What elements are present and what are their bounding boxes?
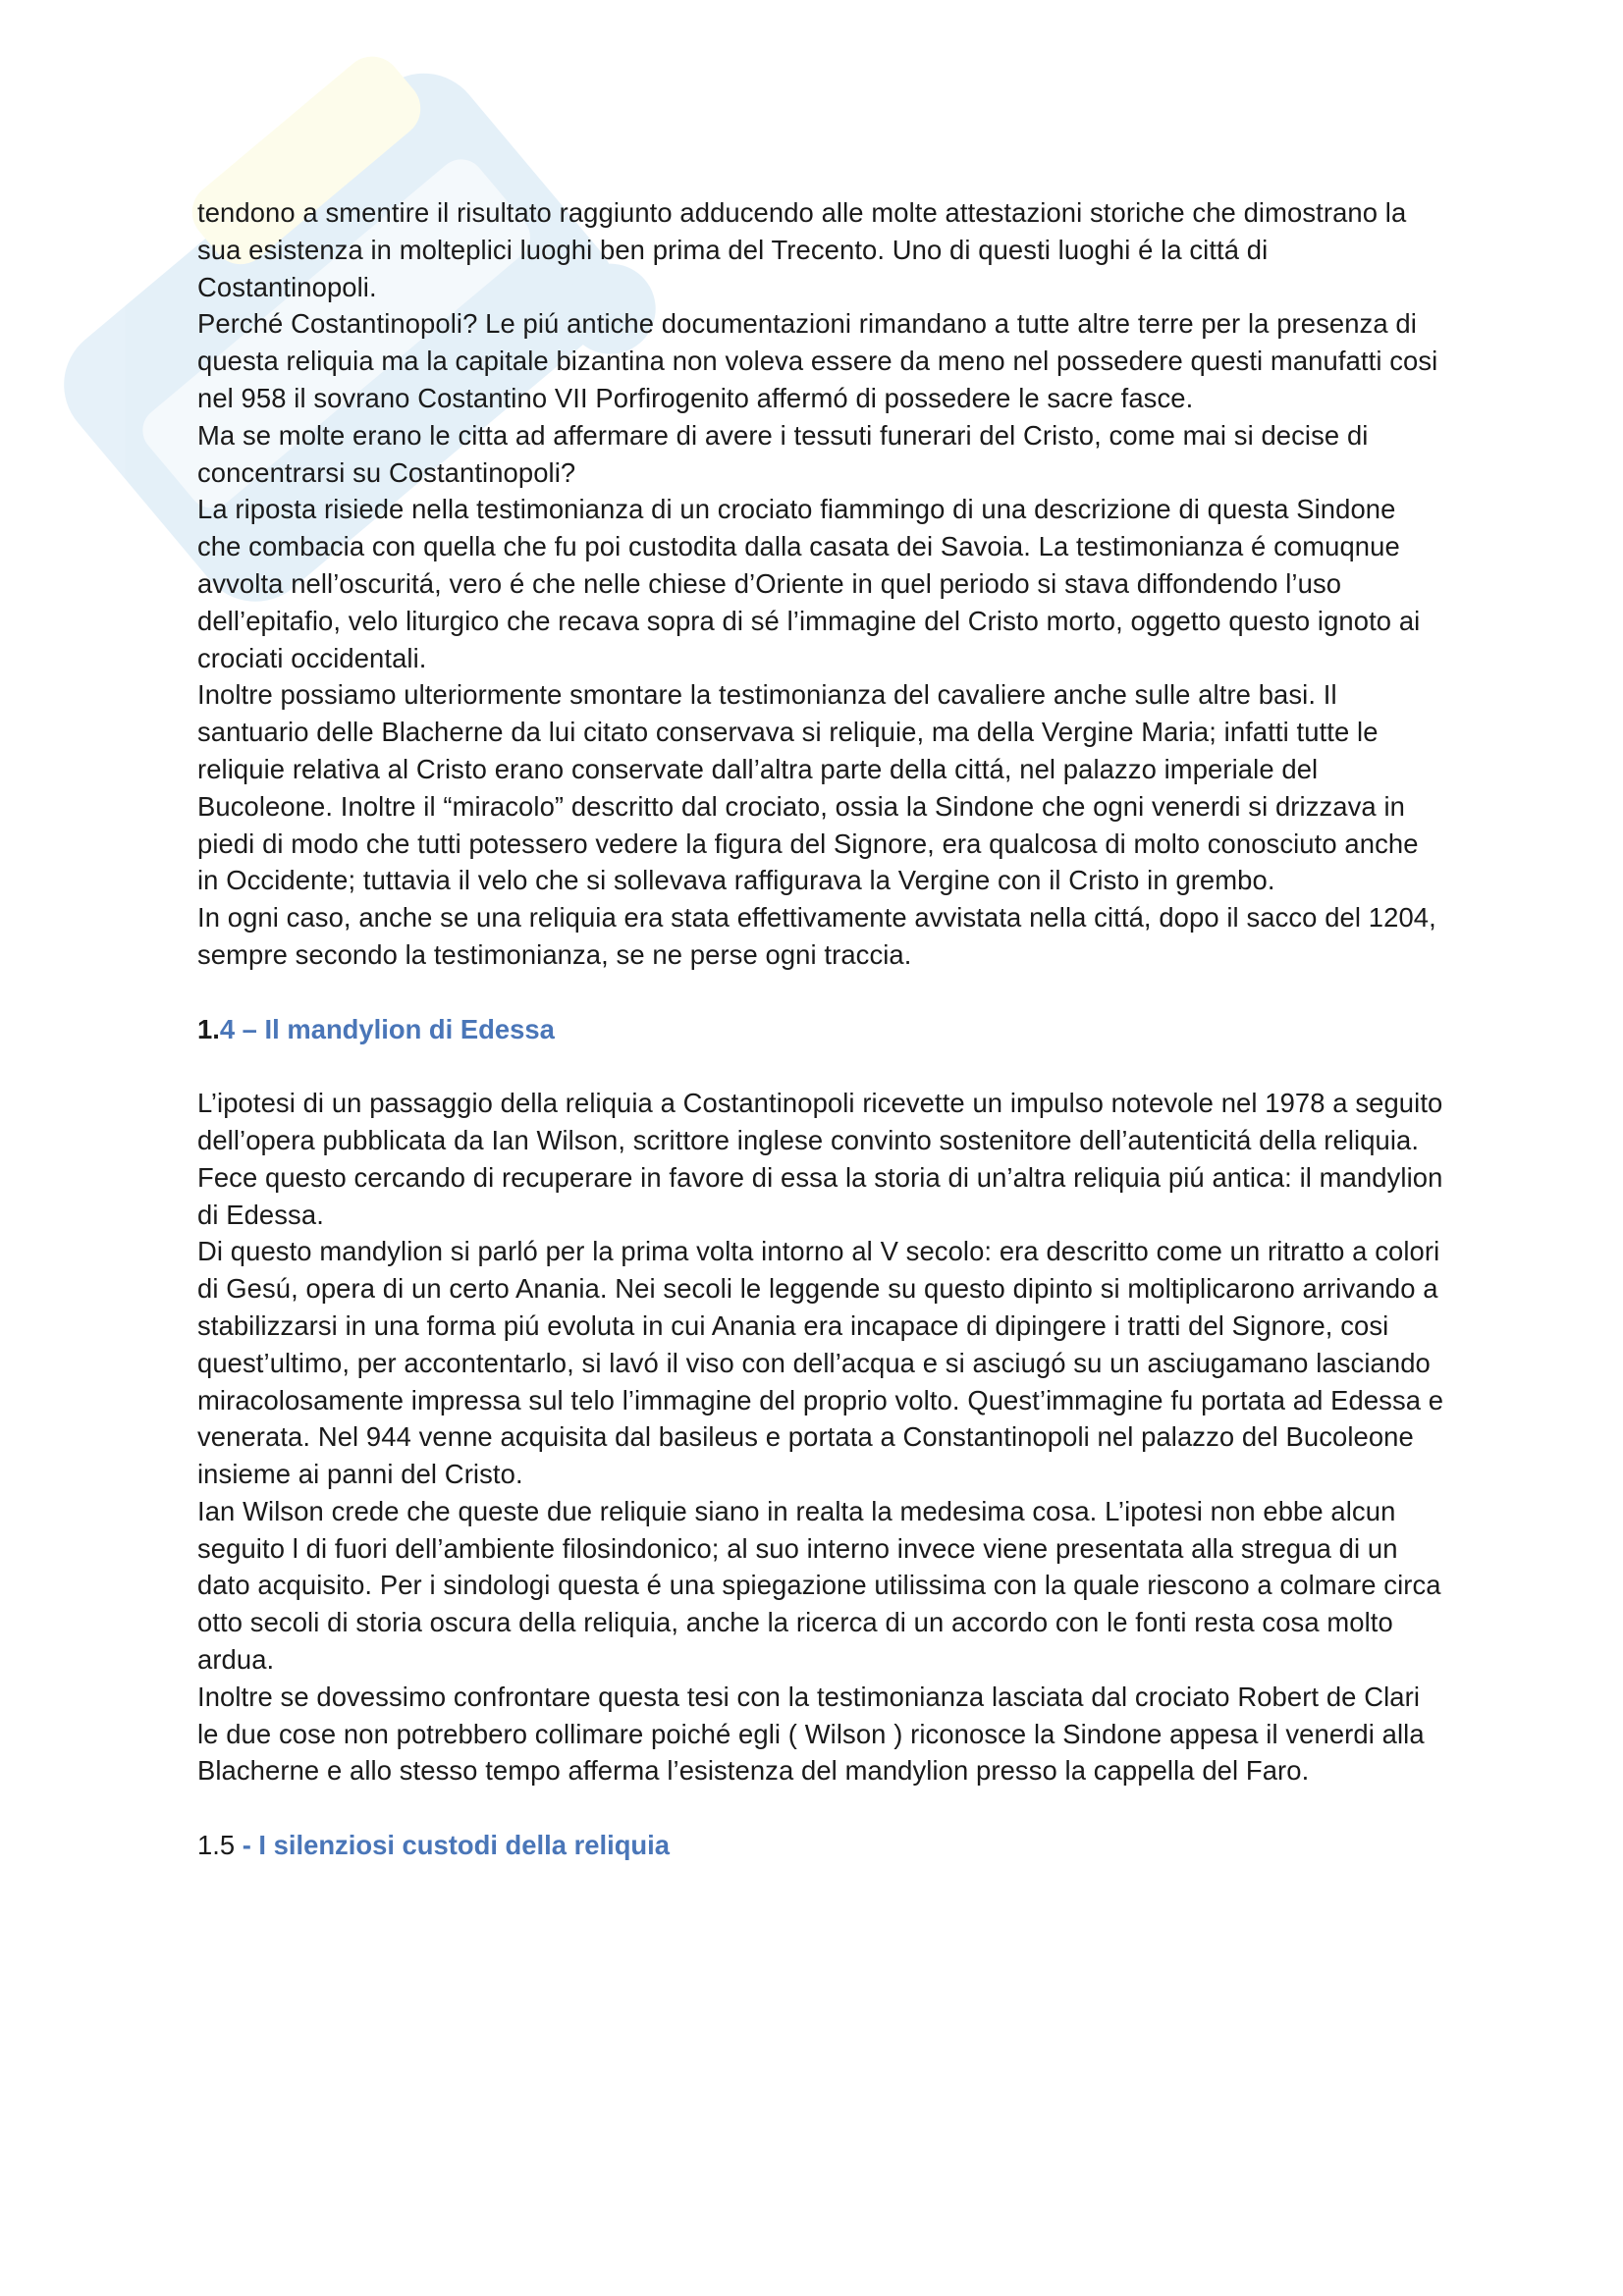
section-mandylion <box>197 1085 1444 1789</box>
paragraph: Ian Wilson crede che queste due reliquie siano in realta la medesima cosa. L’ipotesi non ebbe alcun seguito l di fuori dell’ambiente filosindonico; al suo interno invece viene presentata alla stregua di un dato acquisito. Per i sindologi questa é una spiegazione utilissima con la quale riescono a colmare circa otto secoli di storia oscura della reliquia, anche la ricerca di un accordo con le fonti resta cosa molto ardua. <box>197 1495 1441 1676</box>
paragraph: L’ipotesi di un passaggio della reliquia a Costantinopoli ricevette un impulso notevole nel 1978 a seguito dell’opera pubblicata da Ian Wilson, scrittore inglese convinto sostenitore dell’autenticitá della reliquia. <box>197 1088 1443 1155</box>
spacer <box>197 1047 1444 1085</box>
section-heading-1-5 <box>197 1827 1444 1864</box>
spacer <box>197 1789 1444 1827</box>
paragraph: Inoltre possiamo ulteriormente smontare la testimonianza del cavaliere anche sulle altre basi. Il santuario delle Blacherne da lui citato conservava si reliquie, ma della Vergine Maria; infatti tutte le reliquie relativa al Cristo erano conservate dall’altra parte della cittá, nel palazzo imperiale del Bucoleone. Inoltre il “miracolo” descritto dal crociato, ossia la Sindone che ogni venerdi si drizzava in piedi di modo che tutti potessero vedere la figura del Signore, era qualcosa di molto conosciuto anche in Occidente; tuttavia il velo che si sollevava raffigurava la Vergine con il Cristo in grembo. <box>197 679 1419 896</box>
heading-number: 1. <box>197 1013 220 1044</box>
paragraph: Inoltre se dovessimo confrontare questa tesi con la testimonianza lasciata dal crociato Robert de Clari le due cose non potrebbero collimare poiché egli ( Wilson ) riconosce la Sindone appesa il venerdi alla Blacherne e allo stesso tempo afferma l’esistenza del mandylion presso la cappella del Faro. <box>197 1681 1425 1787</box>
paragraph: Fece questo cercando di recuperare in favore di essa la storia di un’altra reliquia piú antica: il mandylion di Edessa. <box>197 1161 1443 1230</box>
document-page <box>197 194 1444 1864</box>
section-constantinople <box>197 194 1444 974</box>
paragraph: Di questo mandylion si parló per la prima volta intorno al V secolo: era descritto come un ritratto a colori di Gesú, opera di un certo Anania. Nei secoli le leggende su questo dipinto si moltiplicarono arrivando a stabilizzarsi in una forma piú evoluta in cui Anania era incapace di dipingere i tratti del Signore, cosi quest’ultimo, per accontentarlo, si lavó il viso con dell’acqua e si asciugó su un asciugamano lasciando miracolosamente impressa sul telo l’immagine del proprio volto. Quest’immagine fu portata ad Edessa e venerata. Nel 944 venne acquisita dal basileus e portata a Constantinopoli nel palazzo del Bucoleone insieme ai panni del Cristo. <box>197 1236 1444 1490</box>
paragraph: tendono a smentire il risultato raggiunto adducendo alle molte attestazioni storiche che dimostrano la sua esistenza in molteplici luoghi ben prima del Trecento. Uno di questi luoghi é la cittá di Costantinopoli. <box>197 197 1407 302</box>
heading-number: 1.5 <box>197 1830 236 1861</box>
paragraph: Ma se molte erano le citta ad affermare di avere i tessuti funerari del Cristo, come mai si decise di concentrarsi su Costantinopoli? <box>197 419 1369 488</box>
spacer <box>197 974 1444 1011</box>
paragraph: Perché Costantinopoli? Le piú antiche documentazioni rimandano a tutte altre terre per la presenza di questa reliquia ma la capitale bizantina non voleva essere da meno nel possedere questi manufatti cosi nel 958 il sovrano Costantino VII Porfirogenito affermó di possedere le sacre fasce. <box>197 308 1438 413</box>
heading-title: 4 – Il mandylion di Edessa <box>219 1013 555 1044</box>
heading-title: - I silenziosi custodi della reliquia <box>235 1830 670 1861</box>
paragraph: In ogni caso, anche se una reliquia era stata effettivamente avvistata nella cittá, dopo il sacco del 1204, sempre secondo la testimonianza, se ne perse ogni traccia. <box>197 902 1436 970</box>
section-heading-1-4 <box>197 1011 1444 1048</box>
paragraph: La riposta risiede nella testimonianza di un crociato fiammingo di una descrizione di questa Sindone che combacia con quella che fu poi custodita dalla casata dei Savoia. La testimonianza é comuqnue avvolta nell’oscuritá, vero é che nelle chiese d’Oriente in quel periodo si stava diffondendo l’uso dell’epitafio, velo liturgico che recava sopra di sé l’immagine del Cristo morto, oggetto questo ignoto ai crociati occidentali. <box>197 494 1421 673</box>
